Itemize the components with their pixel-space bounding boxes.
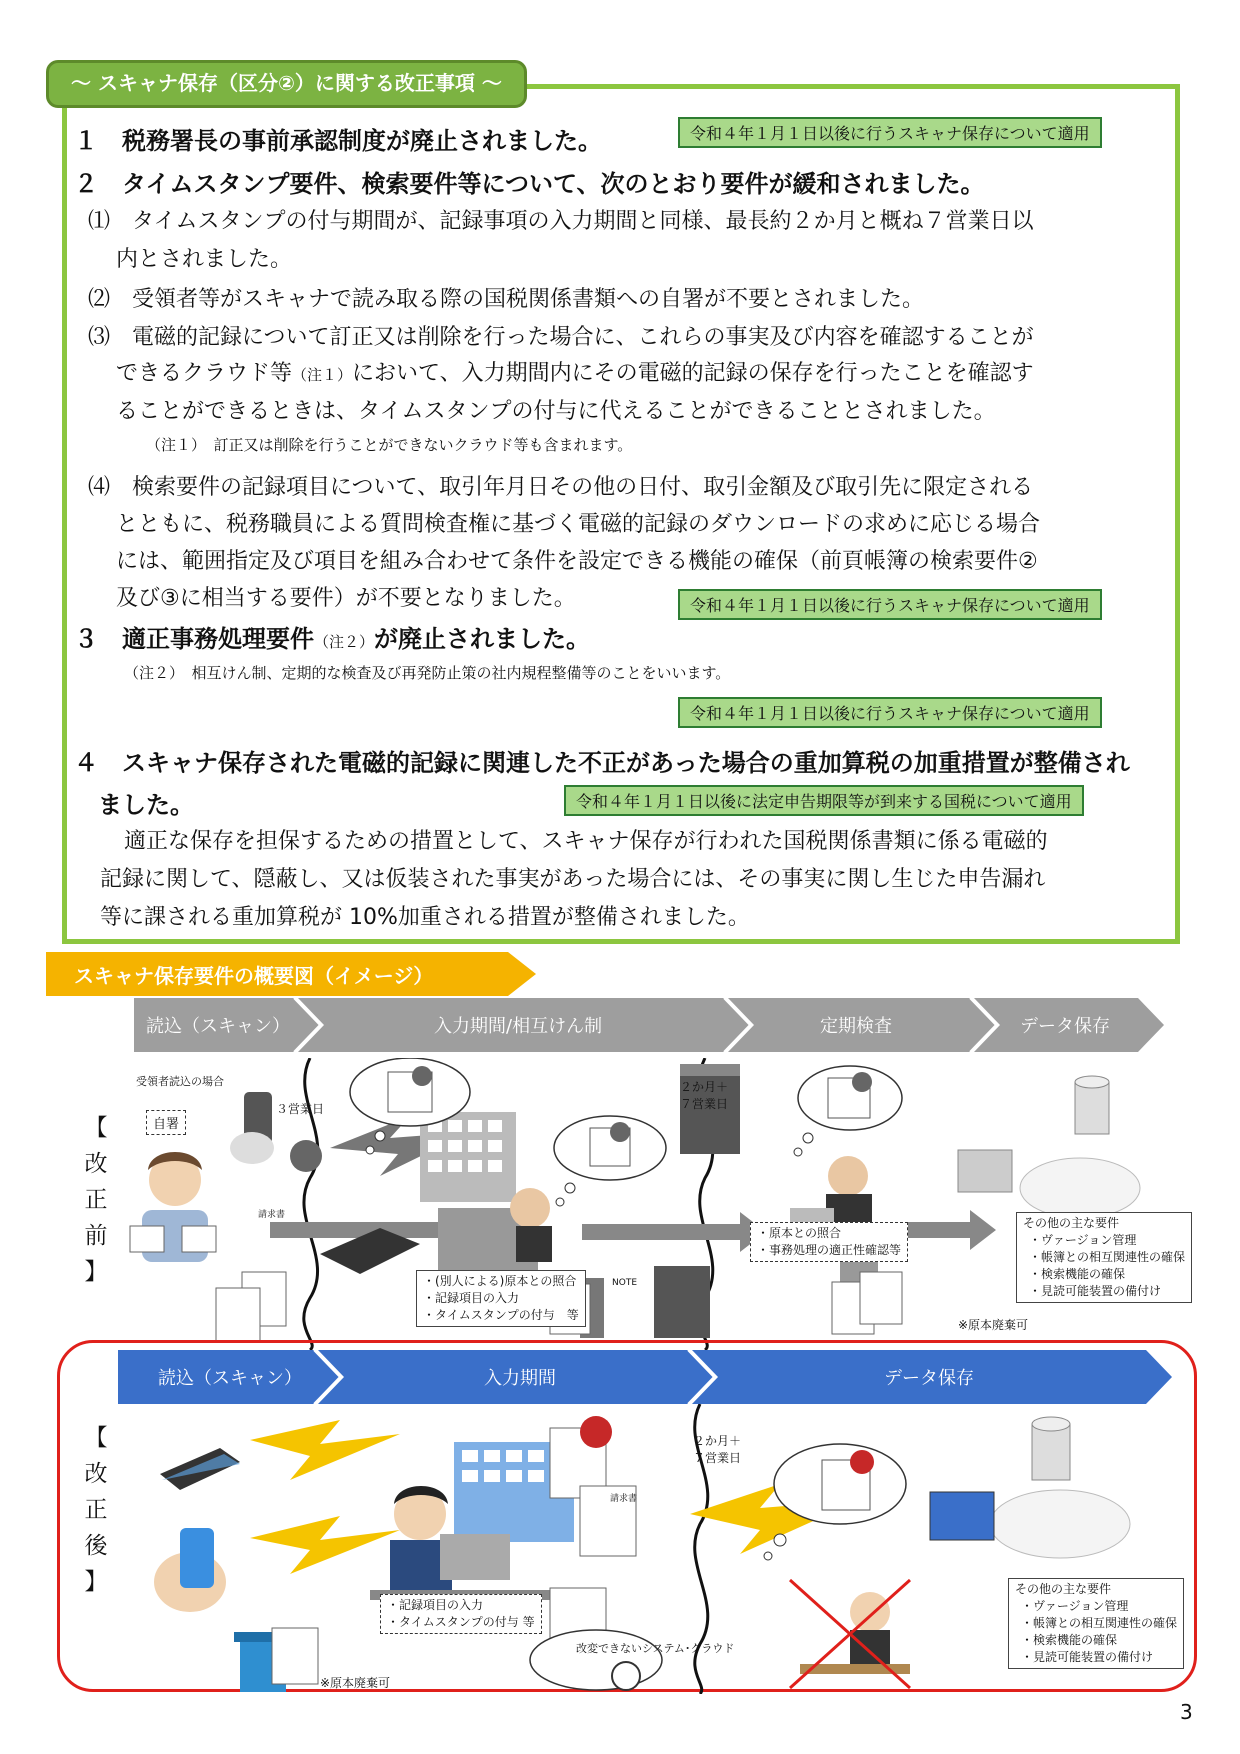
- before-flow-bar: [134, 998, 1164, 1052]
- tax-badge: 令和４年１月１日以後に法定申告期限等が到来する国税について適用: [564, 785, 1084, 816]
- before-box2-item: ・原本との照合: [757, 1226, 842, 1240]
- date-badge-3: 令和４年１月１日以後に行うスキャナ保存について適用: [678, 697, 1102, 728]
- after-req-item: ・見読可能装置の備付け: [1021, 1650, 1154, 1664]
- before-req-item: ・検索機能の確保: [1029, 1267, 1126, 1281]
- item-4-line2: ました。: [98, 791, 194, 819]
- item-4-body-line1: 適正な保存を担保するための措置として、スキャナ保存が行われた国税関係書類に係る電磁的: [124, 829, 1048, 854]
- note-ref-2: （注２）: [314, 633, 375, 651]
- after-label-c2: 正: [84, 1497, 108, 1523]
- section-title: ～ スキャナ保存（区分②）に関する改正事項 ～: [46, 60, 527, 108]
- before-period-l2: ７営業日: [680, 1097, 729, 1111]
- before-step-storage: データ保存: [1020, 1016, 1110, 1037]
- item-2-4-line4: 及び③に相当する要件）が不要となりました。: [116, 586, 576, 611]
- before-label-open: 【: [84, 1115, 108, 1141]
- after-box-1: [380, 1594, 542, 1634]
- self-signature: 自署: [146, 1110, 186, 1135]
- item-4-body-line3: 等に課される重加算税が 10%加重される措置が整備されました。: [100, 905, 750, 930]
- before-label-c1: 改: [84, 1151, 108, 1177]
- item-2-3-line2b: において、入力期間内にその電磁的記録の保存を行ったことを確認す: [352, 361, 1034, 386]
- item-2-1-line2: 内とされました。: [116, 247, 293, 272]
- after-doc-label: 請求書: [610, 1494, 638, 1504]
- item-2-3-line2: [116, 356, 1034, 387]
- after-discard-note: ※原本廃棄可: [320, 1676, 391, 1690]
- date-badge-1: 令和４年１月１日以後に行うスキャナ保存について適用: [678, 117, 1102, 148]
- item-1: １ 税務署長の事前承認制度が廃止されました。: [74, 127, 602, 155]
- after-period-l2: ７営業日: [693, 1451, 742, 1465]
- item-2: ２ タイムスタンプ要件、検索要件等について、次のとおり要件が緩和されました。: [74, 170, 985, 198]
- receiver-case: 受領者読込の場合: [136, 1075, 224, 1088]
- item-2-3-line2a: できるクラウド等: [116, 361, 293, 386]
- item-4-body-line2: 記録に関して、隠蔽し、又は仮装された事実があった場合には、その事実に関し生じた申告漏れ: [100, 867, 1046, 892]
- item-2-4-line1: ⑷ 検索要件の記録項目について、取引年月日その他の日付、取引金額及び取引先に限定される: [88, 475, 1034, 500]
- item-4-line1: ４ スキャナ保存された電磁的記録に関連した不正があった場合の重加算税の加重措置が整備され: [74, 749, 1130, 777]
- before-req-title: その他の主な要件: [1023, 1216, 1120, 1230]
- before-box1-item: ・(別人による)原本との照合: [423, 1274, 577, 1288]
- page-number: 3: [1180, 1700, 1193, 1724]
- item-3a: ３ 適正事務処理要件: [74, 625, 314, 653]
- before-box1-item: ・記録項目の入力: [423, 1291, 520, 1305]
- three-business-days: ３営業日: [276, 1102, 325, 1116]
- after-label-c1: 改: [84, 1461, 108, 1487]
- before-req-item: ・見読可能装置の備付け: [1029, 1284, 1162, 1298]
- before-req-item: ・ヴァージョン管理: [1029, 1233, 1137, 1247]
- item-3: [74, 619, 590, 654]
- diagram-title-banner: [46, 952, 536, 996]
- after-label-open: 【: [84, 1425, 108, 1451]
- after-step-input: 入力期間: [484, 1368, 556, 1389]
- before-box2-item: ・事務処理の適正性確認等: [757, 1243, 902, 1257]
- item-3b: が廃止されました。: [374, 625, 591, 653]
- after-flow-bar: [118, 1350, 1172, 1404]
- note-1: （注１） 訂正又は削除を行うことができないクラウド等も含まれます。: [146, 436, 633, 454]
- after-req-title: その他の主な要件: [1015, 1582, 1112, 1596]
- after-step-storage: データ保存: [884, 1368, 974, 1389]
- item-2-2: ⑵ 受領者等がスキャナで読み取る際の国税関係書類への自署が不要とされました。: [88, 287, 925, 312]
- after-box1-item: ・タイムスタンプの付与 等: [387, 1615, 535, 1629]
- after-requirements: [1008, 1578, 1184, 1669]
- date-badge-2: 令和４年１月１日以後に行うスキャナ保存について適用: [678, 589, 1102, 620]
- before-doc-label-1: 請求書: [258, 1210, 286, 1220]
- after-req-item: ・帳簿との相互関連性の確保: [1021, 1616, 1178, 1630]
- before-period-l1: ２か月＋: [680, 1080, 729, 1094]
- before-box-1: [416, 1270, 586, 1327]
- after-label-close: 】: [84, 1569, 108, 1595]
- before-label-c3: 前: [84, 1223, 108, 1249]
- item-2-3-line1: ⑶ 電磁的記録について訂正又は削除を行った場合に、これらの事実及び内容を確認することが: [88, 325, 1034, 350]
- item-2-3-line3: ることができるときは、タイムスタンプの付与に代えることができることとされました。: [116, 399, 996, 424]
- item-2-4-line3: には、範囲指定及び項目を組み合わせて条件を設定できる機能の確保（前頁帳簿の検索要件②: [116, 549, 1038, 574]
- before-period: [680, 1078, 728, 1112]
- after-req-item: ・ヴァージョン管理: [1021, 1599, 1129, 1613]
- before-label-close: 】: [84, 1259, 108, 1285]
- before-label: [76, 1110, 116, 1290]
- note-ref-1: （注１）: [292, 366, 353, 384]
- diagram-title: スキャナ保存要件の概要図（イメージ）: [74, 964, 434, 988]
- after-period: [693, 1432, 741, 1466]
- after-box1-item: ・記録項目の入力: [387, 1598, 484, 1612]
- item-2-1-line1: ⑴ タイムスタンプの付与期間が、記録事項の入力期間と同様、最長約２か月と概ね７営業日以: [88, 209, 1034, 234]
- tamperproof-cloud-label: 改変できないシステム･クラウド: [576, 1642, 735, 1655]
- before-discard-note: ※原本廃棄可: [958, 1318, 1029, 1332]
- before-step-scan: 読込（スキャン）: [146, 1016, 290, 1037]
- after-step-scan: 読込（スキャン）: [158, 1368, 302, 1389]
- note-2: （注２） 相互けん制、定期的な検査及び再発防止策の社内規程整備等のことをいいます。: [124, 664, 731, 682]
- after-label-c3: 後: [84, 1533, 108, 1559]
- before-label-c2: 正: [84, 1187, 108, 1213]
- before-step-input: 入力期間/相互けん制: [434, 1016, 603, 1037]
- before-box-2: [750, 1222, 908, 1262]
- note-label: NOTE: [612, 1278, 638, 1288]
- after-label: [76, 1420, 116, 1600]
- before-req-item: ・帳簿との相互関連性の確保: [1029, 1250, 1186, 1264]
- before-requirements: [1016, 1212, 1192, 1303]
- before-box1-item: ・タイムスタンプの付与 等: [423, 1308, 579, 1322]
- before-step-inspection: 定期検査: [820, 1016, 892, 1037]
- after-req-item: ・検索機能の確保: [1021, 1633, 1118, 1647]
- after-period-l1: ２か月＋: [693, 1434, 742, 1448]
- item-2-4-line2: とともに、税務職員による質問検査権に基づく電磁的記録のダウンロードの求めに応じる場合: [116, 512, 1041, 537]
